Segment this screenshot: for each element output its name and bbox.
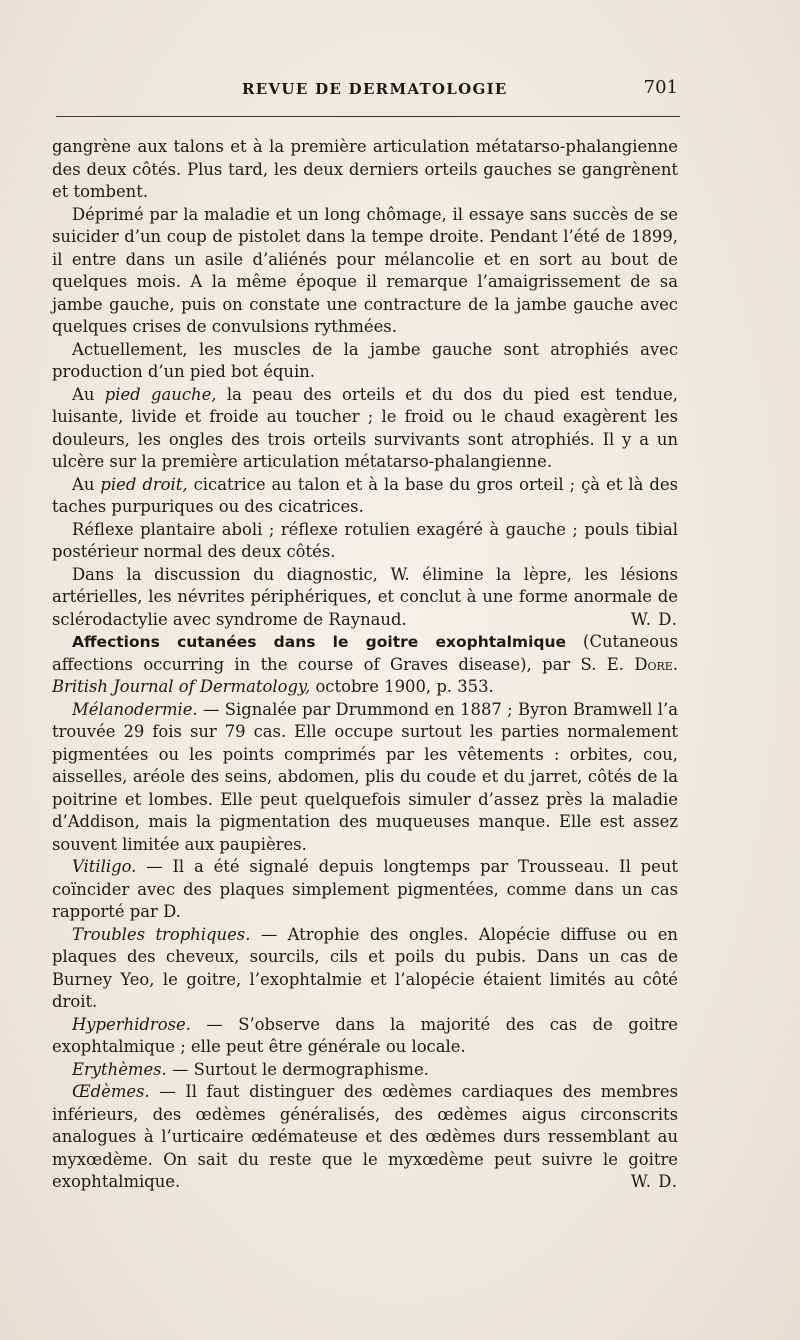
header-rule bbox=[56, 116, 680, 117]
body-text bbox=[52, 136, 678, 1194]
section-title-oedemes: Œdèmes. bbox=[72, 1082, 150, 1101]
section-troubles-trophiques: Troubles trophiques. — Atrophie des ongles. Alopécie diffuse ou en plaques des cheveux, sourcils, cils et poils du pubis. Dans un cas de Burney Yeo, le goitre, l’exophtalmie et l’alopécie étaient limités au côté droit. bbox=[52, 924, 678, 1011]
signature-1: W. D. bbox=[630, 609, 678, 629]
page-number: 701 bbox=[643, 77, 678, 98]
signature-2: W. D. bbox=[630, 1172, 678, 1191]
page-header bbox=[56, 78, 680, 106]
section-title-erythemes: Erythèmes. bbox=[72, 1059, 167, 1079]
section-melanodermie: Mélanodermie. — Signalée par Drummond en 1887 ; Byron Bramwell l’a trouvée 29 fois sur 79 cas. Elle occupe surtout les parties normalement pigmentées ou les points comprimés par les vêtements : orbites, cou, aisselles, aréole des seins, abdomen, plis du coude et du jarret, côtés de la poitrine et lombes. Elle peut quelquefois simuler d’assez près la maladie d’Addison, mais la pigmentation des muqueuses manque. Elle est assez souvent limitée aux paupières. bbox=[52, 699, 678, 854]
section-erythemes: Erythèmes. — Surtout le dermographisme. bbox=[72, 1059, 429, 1079]
pied-droit-term: pied droit, bbox=[100, 474, 188, 494]
paragraph-4: Au pied gauche, la peau des orteils et du dos du pied est tendue, luisante, livide et froide au toucher ; le froid ou le chaud exagèrent les douleurs, les ongles des trois orteils survivants sont atrophiés. Il y a un ulcère sur la première articulation métatarso-phalangienne. bbox=[52, 384, 678, 471]
section-vitiligo: Vitiligo. — Il a été signalé depuis longtemps par Trousseau. Il peut coïncider avec des plaques simplement pigmentées, comme dans un cas rapporté par D. bbox=[52, 857, 678, 921]
paragraph-5: Au pied droit, cicatrice au talon et à la base du gros orteil ; çà et là des taches purpuriques ou des cicatrices. bbox=[52, 474, 678, 516]
paragraph-7: Dans la discussion du diagnostic, W. élimine la lèpre, les lésions artérielles, les névrites périphériques, et conclut à une forme anormale de sclérodactylie avec syndrome de Raynaud. W. D. bbox=[52, 564, 678, 632]
section-title-troubles-trophiques: Troubles trophiques. bbox=[72, 924, 251, 944]
section-title-melanodermie: Mélanodermie. bbox=[72, 699, 198, 719]
section-hyperhidrose: Hyperhidrose. — S’observe dans la majorité des cas de goitre exophtalmique ; elle peut être générale ou locale. bbox=[52, 1014, 678, 1056]
article-author: Dore. bbox=[634, 654, 678, 674]
pied-gauche-term: pied gauche, bbox=[104, 384, 217, 404]
paragraph-6: Réflexe plantaire aboli ; réflexe rotulien exagéré à gauche ; pouls tibial postérieur normal des deux côtés. bbox=[52, 519, 678, 561]
journal-name: British Journal of Dermatology, bbox=[52, 677, 311, 696]
paragraph-1: gangrène aux talons et à la première articulation métatarso-phalangienne des deux côtés. Plus tard, les deux derniers orteils gauches se gangrènent et tombent. bbox=[52, 137, 678, 201]
section-oedemes: Œdèmes. — Il faut distinguer des œdèmes cardiaques des membres inférieurs, des œdèmes généralisés, des œdèmes aigus circonscrits analogues à l’urticaire œdémateuse et des œdèmes durs ressemblant au myxœdème. On sait du reste que le myxœdème peut suivre le goitre exophtalmique. W. D. bbox=[52, 1081, 678, 1194]
paragraph-2: Déprimé par la maladie et un long chômage, il essaye sans succès de se suicider d’un coup de pistolet dans la tempe droite. Pendant l’été de 1899, il entre dans un asile d’aliénés pour mélancolie et en sort au bout de quelques mois. A la même époque il remarque l’amaigrissement de sa jambe gauche, puis on constate une contracture de la jambe gauche avec quelques crises de convulsions rythmées. bbox=[52, 204, 678, 336]
article-title: Affections cutanées dans le goitre exophtalmique bbox=[72, 633, 567, 651]
article-citation: Affections cutanées dans le goitre exophtalmique (Cutaneous affections occurring in the course of Graves disease), par S. E. Dore. British Journal of Dermatology, octobre 1900, p. 353. bbox=[52, 632, 678, 696]
running-title: REVUE DE DERMATOLOGIE bbox=[242, 80, 508, 98]
paragraph-3: Actuellement, les muscles de la jambe gauche sont atrophiés avec production d’un pied bot équin. bbox=[52, 339, 678, 381]
section-title-vitiligo: Vitiligo. bbox=[72, 857, 137, 876]
section-title-hyperhidrose: Hyperhidrose. bbox=[72, 1014, 191, 1034]
